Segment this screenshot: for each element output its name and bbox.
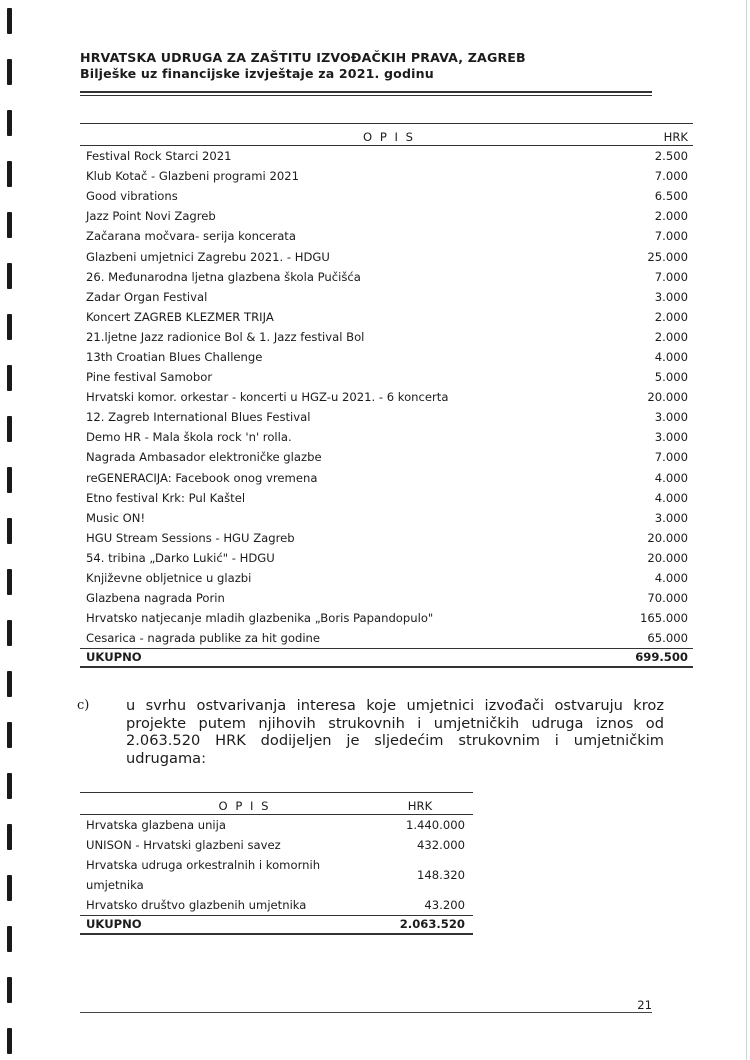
row-amount: 4.000 <box>654 470 688 485</box>
table-row <box>80 427 693 447</box>
table-row <box>80 447 693 467</box>
row-description: 26. Međunarodna ljetna glazbena škola Pučišća <box>86 269 361 284</box>
column-header-hrk: HRK <box>578 124 693 146</box>
total-row <box>80 916 473 935</box>
table-row <box>80 468 693 488</box>
row-description: Jazz Point Novi Zagreb <box>86 209 216 224</box>
row-description: HGU Stream Sessions - HGU Zagreb <box>86 530 295 545</box>
row-description: 21.ljetne Jazz radionice Bol & 1. Jazz festival Bol <box>86 329 365 344</box>
row-amount: 43.200 <box>424 898 465 913</box>
row-description: Glazbeni umjetnici Zagrebu 2021. - HDGU <box>86 249 330 264</box>
row-amount: 2.000 <box>654 309 688 324</box>
header-rule-thin <box>80 95 652 96</box>
binder-mark <box>7 263 12 289</box>
table-row <box>80 548 693 568</box>
table-row <box>80 588 693 608</box>
row-description: Klub Kotač - Glazbeni programi 2021 <box>86 169 299 184</box>
row-amount: 7.000 <box>654 450 688 465</box>
list-marker: c) <box>77 698 90 713</box>
total-value: 2.063.520 <box>369 916 473 935</box>
binder-mark <box>7 212 12 238</box>
binder-mark <box>7 467 12 493</box>
binder-mark <box>7 59 12 85</box>
binder-mark <box>7 671 12 697</box>
table-row <box>80 387 693 407</box>
document-subtitle: Bilješke uz financijske izvještaje za 2021. godinu <box>80 66 434 81</box>
row-amount: 3.000 <box>654 430 688 445</box>
table-row <box>80 407 693 427</box>
row-description: 12. Zagreb International Blues Festival <box>86 410 311 425</box>
column-header-opis: O P I S <box>80 124 578 146</box>
row-description: Književne obljetnice u glazbi <box>86 571 252 586</box>
row-description: Zadar Organ Festival <box>86 289 208 304</box>
row-description: Začarana močvara- serija koncerata <box>86 229 296 244</box>
table-row <box>80 528 693 548</box>
table-row <box>80 327 693 347</box>
column-header-opis: O P I S <box>80 793 369 815</box>
table-row <box>80 608 693 628</box>
binder-mark <box>7 926 12 952</box>
row-amount: 165.000 <box>640 611 688 626</box>
row-amount: 148.320 <box>417 868 465 883</box>
row-amount: 3.000 <box>654 289 688 304</box>
row-description: Hrvatski komor. orkestar - koncerti u HGZ-u 2021. - 6 koncerta <box>86 390 449 405</box>
row-amount: 7.000 <box>654 269 688 284</box>
row-description: Festival Rock Starci 2021 <box>86 149 232 164</box>
table-row <box>80 287 693 307</box>
row-amount: 20.000 <box>647 530 688 545</box>
associations-table <box>80 792 473 935</box>
page-edge <box>746 0 747 1060</box>
table-row <box>80 186 693 206</box>
binder-mark <box>7 875 12 901</box>
section-c-paragraph <box>77 697 664 767</box>
row-amount: 3.000 <box>654 410 688 425</box>
row-description: Hrvatska udruga orkestralnih i komornih umjetnika <box>86 858 321 893</box>
row-description: Koncert ZAGREB KLEZMER TRIJA <box>86 309 274 324</box>
row-description: Demo HR - Mala škola rock 'n' rolla. <box>86 430 292 445</box>
table-header-row <box>80 793 473 815</box>
table-row <box>80 815 473 836</box>
row-amount: 6.500 <box>654 189 688 204</box>
row-description: Music ON! <box>86 510 146 525</box>
table-row <box>80 246 693 266</box>
row-amount: 65.000 <box>647 631 688 646</box>
row-amount: 20.000 <box>647 550 688 565</box>
paragraph-text: u svrhu ostvarivanja interesa koje umjetnici izvođači ostvaruju kroz projekte putem njihovih strukovnih i umjetničkih udruga iznos od 2.063.520 HRK dodijeljen je sljedećim strukovnim i umjetničkim udrugama: <box>126 697 664 767</box>
header-rule <box>80 91 652 93</box>
table-row <box>80 568 693 588</box>
table-row <box>80 166 693 186</box>
row-amount: 20.000 <box>647 390 688 405</box>
total-label: UKUPNO <box>80 916 369 935</box>
row-amount: 2.500 <box>654 149 688 164</box>
total-value: 699.500 <box>578 649 693 668</box>
table-row <box>80 508 693 528</box>
row-description: Good vibrations <box>86 189 178 204</box>
document-header <box>80 50 660 82</box>
row-description: Hrvatsko društvo glazbenih umjetnika <box>86 898 307 913</box>
row-description: reGENERACIJA: Facebook onog vremena <box>86 470 318 485</box>
binder-mark <box>7 1028 12 1054</box>
table-row <box>80 835 473 855</box>
binder-holes <box>7 0 14 1060</box>
row-amount: 7.000 <box>654 169 688 184</box>
binder-mark <box>7 977 12 1003</box>
table-row <box>80 895 473 916</box>
document-title: HRVATSKA UDRUGA ZA ZAŠTITU IZVOĐAČKIH PRAVA, ZAGREB <box>80 50 526 65</box>
table-row <box>80 267 693 287</box>
table-row <box>80 347 693 367</box>
binder-mark <box>7 722 12 748</box>
binder-mark <box>7 773 12 799</box>
binder-mark <box>7 314 12 340</box>
row-amount: 4.000 <box>654 571 688 586</box>
table-row <box>80 146 693 167</box>
binder-mark <box>7 620 12 646</box>
binder-mark <box>7 8 12 34</box>
binder-mark <box>7 518 12 544</box>
table-row <box>80 206 693 226</box>
binder-mark <box>7 416 12 442</box>
table-header-row <box>80 124 693 146</box>
row-description: Pine festival Samobor <box>86 370 213 385</box>
row-amount: 1.440.000 <box>405 818 465 833</box>
row-description: Nagrada Ambasador elektroničke glazbe <box>86 450 322 465</box>
row-description: 54. tribina „Darko Lukić" - HDGU <box>86 550 275 565</box>
grants-table <box>80 123 693 668</box>
row-description: Cesarica - nagrada publike za hit godine <box>86 631 321 646</box>
table-row <box>80 488 693 508</box>
row-amount: 7.000 <box>654 229 688 244</box>
row-description: UNISON - Hrvatski glazbeni savez <box>86 838 281 853</box>
row-description: Hrvatska glazbena unija <box>86 818 226 833</box>
row-amount: 25.000 <box>647 249 688 264</box>
table-row <box>80 855 473 895</box>
total-label: UKUPNO <box>80 649 578 668</box>
footer-rule <box>80 1012 652 1013</box>
row-amount: 2.000 <box>654 209 688 224</box>
row-description: Glazbena nagrada Porin <box>86 591 225 606</box>
row-description: 13th Croatian Blues Challenge <box>86 349 263 364</box>
row-amount: 4.000 <box>654 349 688 364</box>
table-row <box>80 226 693 246</box>
row-amount: 5.000 <box>654 370 688 385</box>
page-number: 21 <box>637 998 652 1012</box>
total-row <box>80 649 693 668</box>
binder-mark <box>7 824 12 850</box>
table-row <box>80 628 693 649</box>
binder-mark <box>7 161 12 187</box>
row-description: Hrvatsko natjecanje mladih glazbenika „Boris Papandopulo" <box>86 611 434 626</box>
row-amount: 4.000 <box>654 490 688 505</box>
table-row <box>80 307 693 327</box>
binder-mark <box>7 365 12 391</box>
row-amount: 2.000 <box>654 329 688 344</box>
binder-mark <box>7 110 12 136</box>
row-description: Etno festival Krk: Pul Kaštel <box>86 490 246 505</box>
row-amount: 3.000 <box>654 510 688 525</box>
column-header-hrk: HRK <box>369 793 473 815</box>
row-amount: 70.000 <box>647 591 688 606</box>
binder-mark <box>7 569 12 595</box>
row-amount: 432.000 <box>417 838 465 853</box>
table-row <box>80 367 693 387</box>
